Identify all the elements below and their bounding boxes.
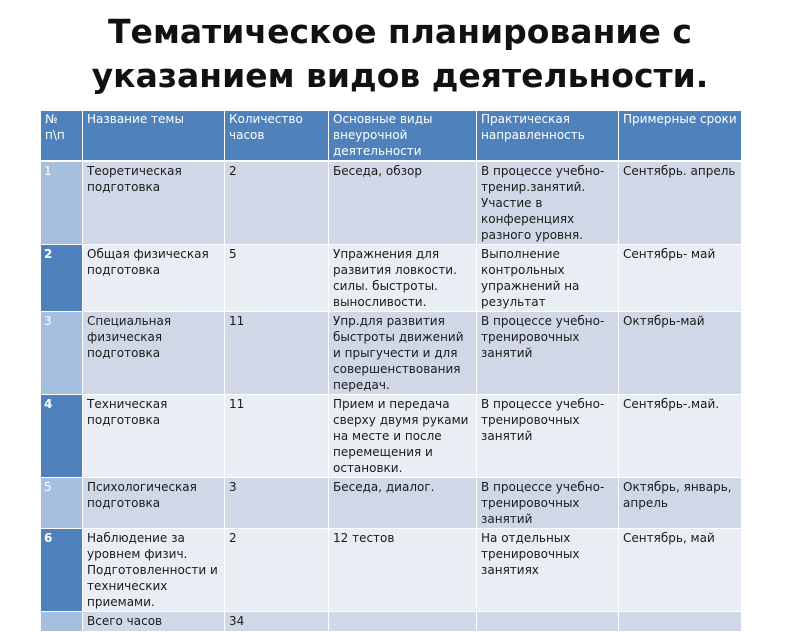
planning-table-container: [40, 110, 741, 628]
cell-activity-types: [329, 612, 477, 632]
slide-title-line-1: Тематическое планирование с: [108, 12, 692, 51]
cell-number: 2: [41, 245, 83, 312]
cell-number: 4: [41, 395, 83, 478]
cell-topic-name: Специальная физическая подготовка: [83, 312, 225, 395]
planning-table: [40, 110, 742, 632]
cell-timeframe: Октябрь, январь, апрель: [619, 478, 742, 529]
cell-practical-focus: На отдельных тренировочных занятиях: [477, 529, 619, 612]
cell-activity-types: Беседа, обзор: [329, 161, 477, 245]
cell-timeframe: [619, 612, 742, 632]
table-body: [41, 161, 742, 632]
cell-hours: 5: [225, 245, 329, 312]
cell-number: 1: [41, 161, 83, 245]
cell-timeframe: Сентябрь. апрель: [619, 161, 742, 245]
cell-practical-focus: В процессе учебно-тренировочных занятий: [477, 478, 619, 529]
slide-title: [0, 10, 800, 98]
table-header: [41, 111, 742, 162]
cell-hours: 2: [225, 529, 329, 612]
cell-total-hours: 34: [225, 612, 329, 632]
cell-hours: 11: [225, 312, 329, 395]
cell-practical-focus: Выполнение контрольных упражнений на результат: [477, 245, 619, 312]
cell-practical-focus: В процессе учебно-тренир.занятий. Участие в конференциях разного уровня.: [477, 161, 619, 245]
cell-topic-name: Техническая подготовка: [83, 395, 225, 478]
table-row: [41, 478, 742, 529]
cell-practical-focus: В процессе учебно-тренировочных занятий: [477, 395, 619, 478]
header-practical-focus: Практическая направленность: [477, 111, 619, 162]
table-row: [41, 312, 742, 395]
cell-topic-name: Теоретическая подготовка: [83, 161, 225, 245]
cell-activity-types: 12 тестов: [329, 529, 477, 612]
cell-practical-focus: [477, 612, 619, 632]
table-row: [41, 161, 742, 245]
cell-number: [41, 612, 83, 632]
cell-total-label: Всего часов: [83, 612, 225, 632]
cell-number: 3: [41, 312, 83, 395]
table-row: [41, 529, 742, 612]
cell-number: 6: [41, 529, 83, 612]
table-row-total: [41, 612, 742, 632]
header-timeframe: Примерные сроки: [619, 111, 742, 162]
cell-hours: 2: [225, 161, 329, 245]
header-row: [41, 111, 742, 162]
header-activity-types: Основные виды внеурочной деятельности: [329, 111, 477, 162]
cell-timeframe: Сентябрь, май: [619, 529, 742, 612]
cell-activity-types: Беседа, диалог.: [329, 478, 477, 529]
cell-topic-name: Общая физическая подготовка: [83, 245, 225, 312]
cell-topic-name: Наблюдение за уровнем физич. Подготовленности и технических приемами.: [83, 529, 225, 612]
cell-hours: 3: [225, 478, 329, 529]
cell-activity-types: Прием и передача сверху двумя руками на месте и после перемещения и остановки.: [329, 395, 477, 478]
table-row: [41, 245, 742, 312]
cell-timeframe: Сентябрь- май: [619, 245, 742, 312]
header-number: № п\п: [41, 111, 83, 162]
cell-timeframe: Октябрь-май: [619, 312, 742, 395]
cell-hours: 11: [225, 395, 329, 478]
header-hours: Количество часов: [225, 111, 329, 162]
table-row: [41, 395, 742, 478]
header-topic-name: Название темы: [83, 111, 225, 162]
slide-title-line-2: указанием видов деятельности.: [91, 56, 709, 95]
cell-practical-focus: В процессе учебно-тренировочных занятий: [477, 312, 619, 395]
cell-timeframe: Сентябрь-.май.: [619, 395, 742, 478]
cell-topic-name: Психологическая подготовка: [83, 478, 225, 529]
cell-activity-types: Упр.для развития быстроты движений и прыгучести и для совершенствования передач.: [329, 312, 477, 395]
cell-activity-types: Упражнения для развития ловкости. силы. быстроты. выносливости.: [329, 245, 477, 312]
cell-number: 5: [41, 478, 83, 529]
